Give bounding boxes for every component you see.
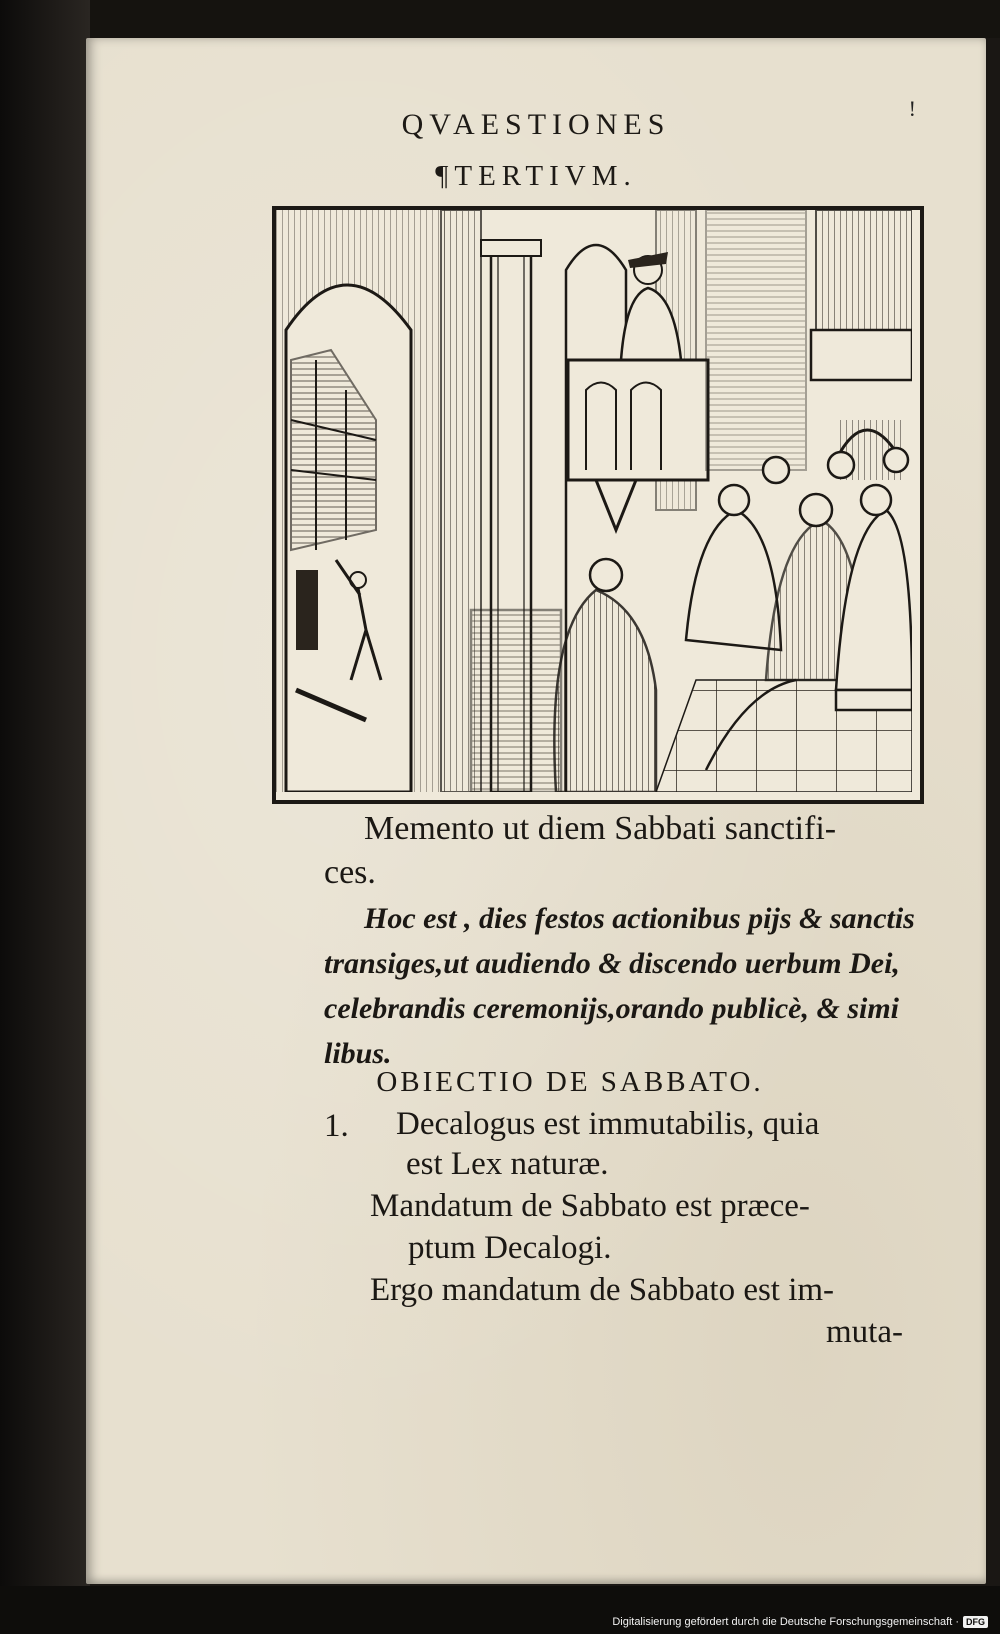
gloss-line-2: transiges,ut audiendo & discendo uerbum Dei, [324,947,900,980]
gloss-paragraph [324,896,984,1076]
dfg-logo: DFG [963,1616,988,1628]
minor-premise-line-1: Mandatum de Sabbato est præce- [370,1188,810,1224]
page-mark: ! [908,96,916,121]
digitization-credit [612,1616,988,1628]
book-page [86,38,986,1584]
gloss-line-1: Hoc est , dies festos actionibus pijs & sanctis [364,902,915,935]
major-premise-line-1: Decalogus est immutabilis, quia [396,1106,820,1142]
conclusion-line-2: muta- [826,1314,903,1350]
conclusion-line-1: Ergo mandatum de Sabbato est im- [370,1272,835,1308]
major-premise-line-2: est Lex naturæ. [406,1146,609,1182]
commandment-line-1: Memento ut diem Sabbati sanctifi- [364,810,837,847]
running-head: QVAESTIONES [401,108,671,141]
credit-text: Digitalisierung gefördert durch die Deutsche Forschungsgemeinschaft · [612,1616,959,1628]
section-head: ¶TERTIVM. [435,160,637,192]
minor-premise-line-2: ptum Decalogi. [408,1230,612,1266]
woodcut-sermon-scene [276,210,912,792]
scan-top-band [0,0,1000,38]
book-spine-shadow [0,0,90,1634]
objectio-title: OBIECTIO DE SABBATO. [376,1066,764,1098]
item-number: 1. [324,1108,349,1144]
footer-strip [0,1586,1000,1634]
commandment-line-2: ces. [324,854,376,891]
woodcut-illustration [272,206,924,804]
gloss-line-3: celebrandis ceremonijs,orando publicè, & simi [324,992,899,1025]
gloss-line-4: libus. [324,1037,392,1070]
